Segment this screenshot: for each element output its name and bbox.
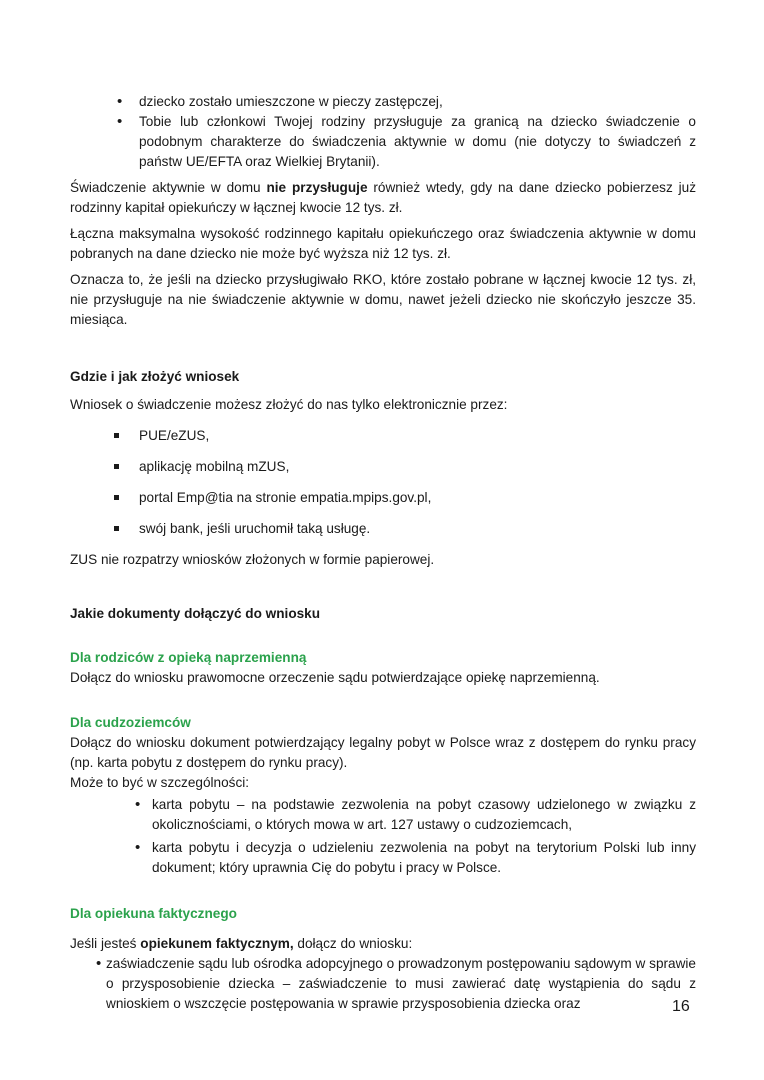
paragraph: Dołącz do wniosku prawomocne orzeczenie sądu potwierdzające opiekę naprzemienną. — [70, 670, 600, 685]
paragraph: Oznacza to, że jeśli na dziecko przysługiwało RKO, które zostało pobrane w łącznej kwocie 12 tys. zł, nie przysługuje na nie świadczenie aktywnie w domu, nawet jeżeli dziecko nie skończyło jeszcze 35. miesiąca. — [70, 272, 696, 327]
paragraph-text: Jeśli jesteś — [70, 936, 141, 951]
subheading-foreigners: Dla cudzoziemców — [70, 715, 191, 730]
list-item: • karta pobytu – na podstawie zezwolenia na pobyt czasowy udzielonego w związku z okolicznościami, o których mowa w art. 127 ustawy o cudzoziemcach, — [152, 795, 696, 835]
list-item: • dziecko zostało umieszczone w pieczy zastępczej, — [139, 92, 696, 112]
paragraph: ZUS nie rozpatrzy wniosków złożonych w formie papierowej. — [70, 552, 435, 567]
list-item: • zaświadczenie sądu lub ośrodka adopcyjnego o prowadzonym postępowaniu sądowym w sprawie o przysposobienie dziecka – zaświadczenie to musi zawierać datę wystąpienia do sądu z wnioskiem o wszczęcie postępowania w sprawie przysposobienia dziecka oraz — [106, 954, 696, 1014]
page-number: 16 — [672, 998, 690, 1015]
list-item: • karta pobytu i decyzja o udzieleniu zezwolenia na pobyt na terytorium Polski lub inny dokument; który uprawnia Cię do pobytu i pracy w Polsce. — [152, 838, 696, 878]
list-item: swój bank, jeśli uruchomił taką usługę. — [139, 519, 696, 539]
list-item: • Tobie lub członkowi Twojej rodziny przysługuje za granicą na dziecko świadczenie o podobnym charakterze do świadczenia aktywnie w domu (nie dotyczy to świadczeń z państw UE/EFTA oraz Wielkiej Brytanii). — [139, 112, 696, 172]
guardian-documents-list — [106, 954, 696, 1014]
paragraph: Wniosek o świadczenie możesz złożyć do nas tylko elektronicznie przez: — [70, 397, 508, 412]
section-heading-where: Gdzie i jak złożyć wniosek — [70, 369, 240, 384]
paragraph-text: Świadczenie aktywnie w domu — [70, 180, 267, 195]
paragraph-text: również wtedy, gdy na dane dziecko pobierzesz już rodzinny kapitał opiekuńczy w łącznej kwocie 12 tys. zł. — [70, 180, 696, 215]
paragraph: Dołącz do wniosku dokument potwierdzający legalny pobyt w Polsce wraz z dostępem do rynku pracy (np. karta pobytu z dostępem do rynku pracy). — [70, 735, 696, 770]
channels-list — [139, 426, 696, 539]
subheading-actual-guardian: Dla opiekuna faktycznego — [70, 906, 237, 921]
paragraph — [70, 934, 696, 954]
paragraph-text: dołącz do wniosku: — [293, 936, 413, 951]
exclusions-list — [139, 92, 696, 172]
section-heading-documents: Jakie dokumenty dołączyć do wniosku — [70, 606, 321, 621]
list-item: portal Emp@tia na stronie empatia.mpips.gov.pl, — [139, 488, 696, 508]
emphasis: opiekunem faktycznym, — [140, 936, 294, 951]
page-content — [70, 92, 696, 1014]
paragraph: Łączna maksymalna wysokość rodzinnego kapitału opiekuńczego oraz świadczenia aktywnie w domu pobranych na dane dziecko nie może być wyższa niż 12 tys. zł. — [70, 226, 696, 261]
foreigners-documents-list — [152, 795, 696, 878]
paragraph: Może to być w szczególności: — [70, 775, 250, 790]
list-item: aplikację mobilną mZUS, — [139, 457, 696, 477]
list-item: PUE/eZUS, — [139, 426, 696, 446]
emphasis: nie przysługuje — [266, 180, 368, 195]
subheading-alternating-care: Dla rodziców z opieką naprzemienną — [70, 650, 307, 665]
paragraph — [70, 178, 696, 218]
